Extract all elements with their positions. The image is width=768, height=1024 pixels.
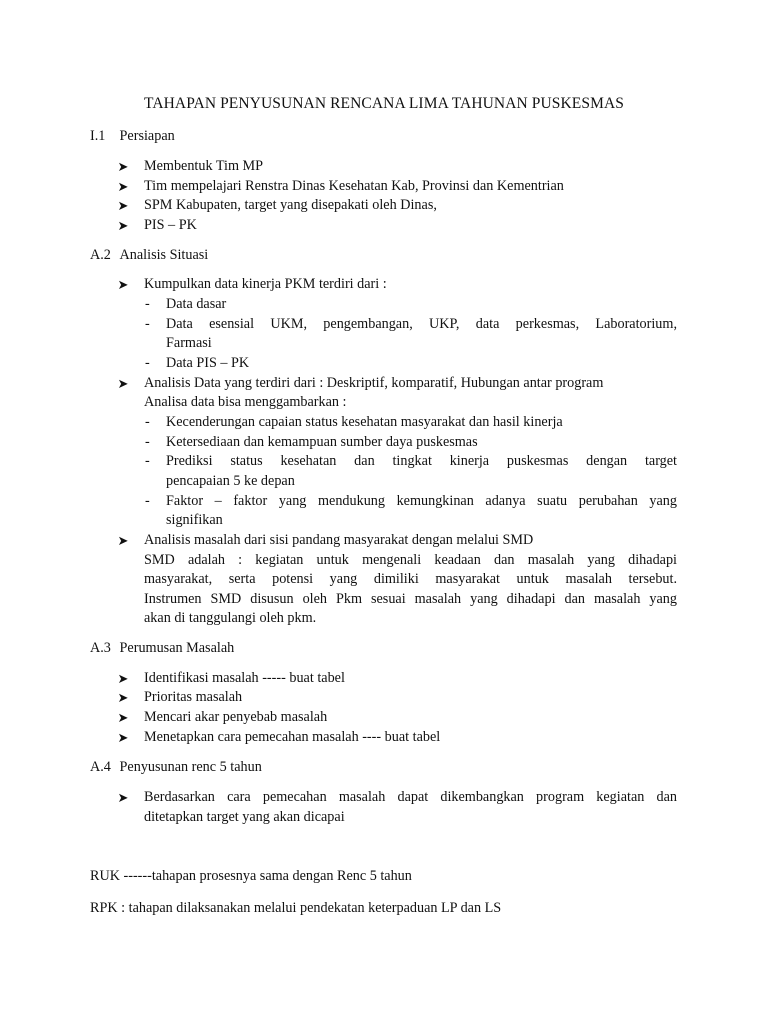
section-heading-persiapan [90, 127, 175, 147]
section-label: Perumusan Masalah [119, 640, 235, 656]
bullet-arrow-icon: ➤ [117, 730, 129, 745]
list-item: Kumpulkan data kinerja PKM terdiri dari : [144, 276, 387, 292]
list-item: PIS – PK [144, 217, 197, 233]
bullet-arrow-icon: ➤ [117, 710, 129, 725]
bullet-arrow-icon: ➤ [117, 159, 129, 174]
list-item: Analisis masalah dari sisi pandang masyarakat dengan melalui SMD [144, 532, 534, 548]
list-item: Prioritas masalah [144, 689, 243, 705]
bullet-arrow-icon: ➤ [117, 376, 129, 391]
list-item: SPM Kabupaten, target yang disepakati oleh Dinas, [144, 197, 437, 213]
sub-list-item: Data esensial UKM, pengembangan, UKP, data perkesmas, Laboratorium, [166, 316, 677, 332]
list-item: Membentuk Tim MP [144, 158, 264, 174]
sub-list-item: Faktor – faktor yang mendukung kemungkinan adanya suatu perubahan yang [166, 493, 677, 509]
paragraph-line: masyarakat, serta potensi yang dimiliki masyarakat untuk masalah tersebut. [144, 571, 677, 587]
sub-list-item: Data PIS – PK [166, 355, 250, 371]
section-number: A.2 [90, 247, 111, 263]
dash-marker: - [145, 355, 150, 371]
bullet-arrow-icon: ➤ [117, 198, 129, 213]
dash-marker: - [145, 414, 150, 430]
list-item: Menetapkan cara pemecahan masalah ---- buat tabel [144, 729, 441, 745]
section-heading-perumusan-masalah [90, 639, 234, 659]
sub-list-item: Prediksi status kesehatan dan tingkat kinerja puskesmas dengan target [166, 453, 677, 469]
sub-list-item: Ketersediaan dan kemampuan sumber daya puskesmas [166, 434, 478, 450]
section-label: Penyusunan renc 5 tahun [119, 759, 262, 775]
section-heading-analisis-situasi [90, 246, 208, 266]
sub-list-item: Kecenderungan capaian status kesehatan masyarakat dan hasil kinerja [166, 414, 563, 430]
footer-rpk: RPK : tahapan dilaksanakan melalui pendekatan keterpaduan LP dan LS [90, 900, 502, 916]
bullet-arrow-icon: ➤ [117, 218, 129, 233]
list-item: Mencari akar penyebab masalah [144, 709, 328, 725]
bullet-arrow-icon: ➤ [117, 690, 129, 705]
section-number: I.1 [90, 128, 106, 144]
dash-marker: - [145, 434, 150, 450]
sub-list-item-continuation: signifikan [166, 512, 223, 528]
paragraph-line: Instrumen SMD disusun oleh Pkm sesuai masalah yang dihadapi dan masalah yang [144, 591, 677, 607]
list-item: Identifikasi masalah ----- buat tabel [144, 670, 345, 686]
bullet-arrow-icon: ➤ [117, 179, 129, 194]
list-item-continuation: Analisa data bisa menggambarkan : [144, 394, 347, 410]
sub-list-item: Data dasar [166, 296, 227, 312]
bullet-arrow-icon: ➤ [117, 790, 129, 805]
list-item: Berdasarkan cara pemecahan masalah dapat dikembangkan program kegiatan dan [144, 789, 677, 805]
paragraph-line: SMD adalah : kegiatan untuk mengenali keadaan dan masalah yang dihadapi [144, 552, 677, 568]
sub-list-item-continuation: pencapaian 5 ke depan [166, 473, 295, 489]
section-label: Analisis Situasi [119, 247, 209, 263]
section-number: A.4 [90, 759, 111, 775]
dash-marker: - [145, 493, 150, 509]
footer-ruk: RUK ------tahapan prosesnya sama dengan Renc 5 tahun [90, 868, 412, 884]
paragraph-line: akan di tanggulangi oleh pkm. [144, 610, 317, 626]
list-item-continuation: ditetapkan target yang akan dicapai [144, 809, 345, 825]
dash-marker: - [145, 316, 150, 332]
bullet-arrow-icon: ➤ [117, 671, 129, 686]
dash-marker: - [145, 453, 150, 469]
list-item: Tim mempelajari Renstra Dinas Kesehatan Kab, Provinsi dan Kementrian [144, 178, 564, 194]
bullet-arrow-icon: ➤ [117, 533, 129, 548]
bullet-arrow-icon: ➤ [117, 277, 129, 292]
document-title: TAHAPAN PENYUSUNAN RENCANA LIMA TAHUNAN PUSKESMAS [144, 95, 624, 112]
dash-marker: - [145, 296, 150, 312]
sub-list-item-continuation: Farmasi [166, 335, 212, 351]
list-item: Analisis Data yang terdiri dari : Deskriptif, komparatif, Hubungan antar program [144, 375, 604, 391]
section-label: Persiapan [119, 128, 175, 144]
section-number: A.3 [90, 640, 111, 656]
section-heading-penyusunan [90, 758, 262, 778]
